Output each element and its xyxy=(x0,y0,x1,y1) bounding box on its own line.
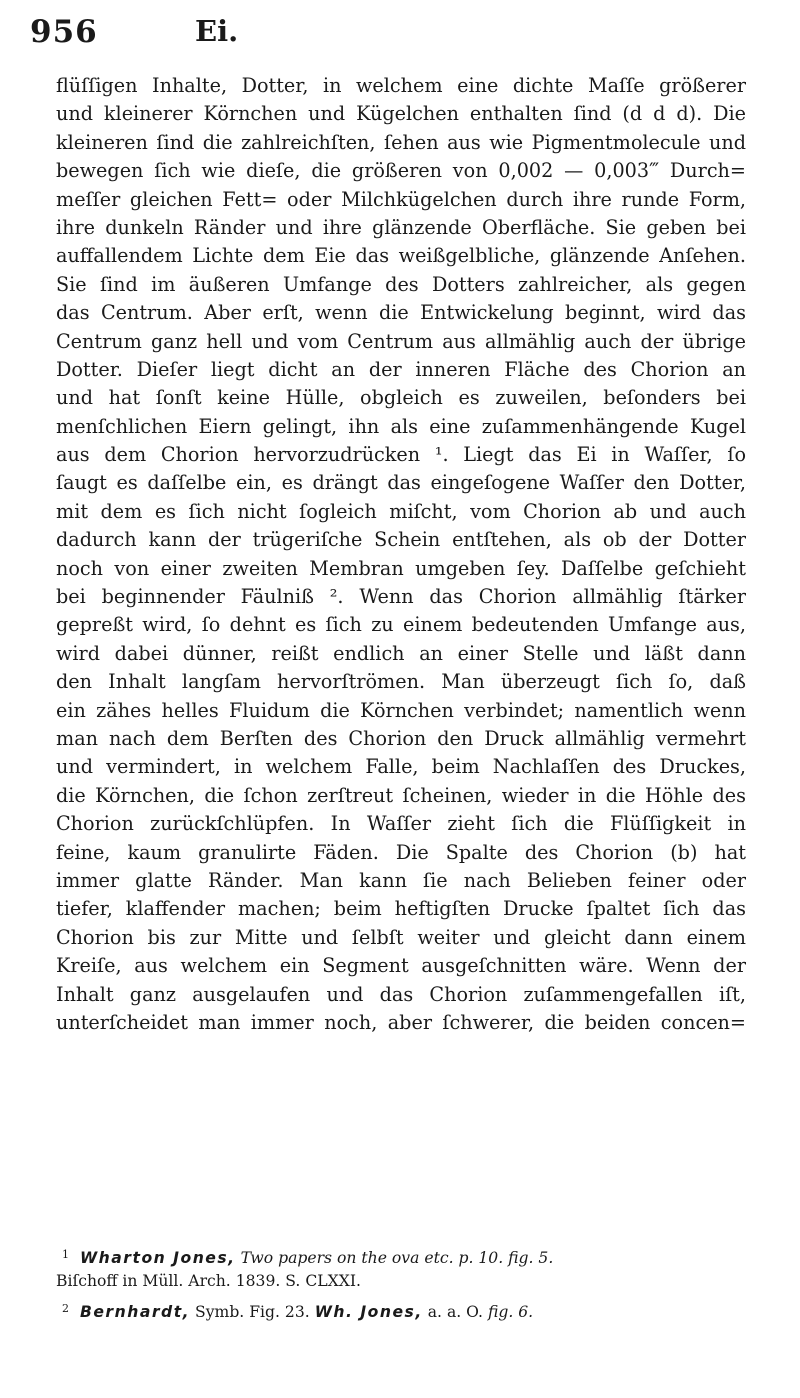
footnote-author: Wh. Jones, xyxy=(314,1303,423,1321)
text-line: flüſſigen Inhalte, Dotter, in welchem eine dichte Maſſe größerer xyxy=(56,74,746,97)
text-line: Inhalt ganz ausgelaufen und das Chorion zuſammengefallen iſt, xyxy=(56,982,746,1006)
text-line: unterſcheidet man immer noch, aber ſchwerer, die beiden concen= xyxy=(56,1010,746,1034)
text-line: tiefer, klaffender machen; beim heftigſten Drucke ſpaltet ſich das xyxy=(56,897,746,921)
text-line: menſchlichen Eiern gelingt, ihn als eine zuſammenhängende Kugel xyxy=(56,414,746,438)
footnote-1 xyxy=(56,1241,746,1268)
footnote-title: fig. 6. xyxy=(487,1303,534,1321)
text-line: ein zähes helles Fluidum die Körnchen verbindet; namentlich wenn xyxy=(56,698,746,722)
text-line: gepreßt wird, ſo dehnt es ſich zu einem bedeutenden Umfange aus, xyxy=(56,613,746,637)
text-line: Dotter. Dieſer liegt dicht an der inneren Fläche des Chorion an xyxy=(56,357,746,381)
text-line: und kleinerer Körnchen und Kügelchen enthalten ſind (d d d). Die xyxy=(56,102,746,126)
text-line: das Centrum. Aber erſt, wenn die Entwickelung beginnt, wird das xyxy=(56,301,746,325)
footnote-2 xyxy=(56,1295,746,1322)
footnote-1-continued xyxy=(56,1268,746,1295)
text-line: immer glatte Ränder. Man kann ſie nach Belieben feiner oder xyxy=(56,868,746,892)
text-line: ihre dunkeln Ränder und ihre glänzende Oberfläche. Sie geben bei xyxy=(56,215,746,239)
text-line: aus dem Chorion hervorzudrücken ¹. Liegt das Ei in Waſſer, ſo xyxy=(56,443,746,467)
text-line: man nach dem Berſten des Chorion den Druck allmählig vermehrt xyxy=(56,726,746,750)
text-line: dadurch kann der trügeriſche Schein entſtehen, als ob der Dotter xyxy=(56,528,746,552)
text-line: Chorion bis zur Mitte und ſelbſt weiter und gleicht dann einem xyxy=(56,925,746,949)
text-line: und hat ſonſt keine Hülle, obgleich es zuweilen, beſonders bei xyxy=(56,386,746,410)
footnote-author: Bernhardt, xyxy=(79,1303,191,1321)
footnote-text: Symb. Fig. 23. xyxy=(195,1303,310,1321)
text-line: ſaugt es daſſelbe ein, es drängt das eingeſogene Waſſer den Dotter, xyxy=(56,471,746,495)
text-line: Kreiſe, aus welchem ein Segment ausgeſchnitten wäre. Wenn der xyxy=(56,954,746,978)
text-line: noch von einer zweiten Membran umgeben ſey. Daſſelbe geſchieht xyxy=(56,556,746,580)
text-line: auffallendem Lichte dem Eie das weißgelbliche, glänzende Anſehen. xyxy=(56,244,746,268)
running-head: Ei. xyxy=(195,14,239,48)
text-line: Sie ſind im äußeren Umfange des Dotters zahlreicher, als gegen xyxy=(56,272,746,296)
text-line: kleineren ſind die zahlreichſten, ſehen aus wie Pigmentmolecule und xyxy=(56,130,746,154)
footnote-author: Wharton Jones, xyxy=(79,1249,236,1267)
footnote-text: Biſchoff in Müll. Arch. 1839. S. CLXXI. xyxy=(56,1272,361,1290)
text-line: wird dabei dünner, reißt endlich an einer Stelle und läßt dann xyxy=(56,641,746,665)
text-line: feine, kaum granulirte Fäden. Die Spalte des Chorion (b) hat xyxy=(56,840,746,864)
footnote-number: 1 xyxy=(62,1248,69,1261)
page-number: 956 xyxy=(30,14,98,50)
text-line: die Körnchen, die ſchon zerſtreut ſcheinen, wieder in die Höhle des xyxy=(56,783,746,807)
body-text xyxy=(56,72,746,1037)
footnote-number: 2 xyxy=(62,1302,69,1315)
text-line: mit dem es ſich nicht ſogleich miſcht, vom Chorion ab und auch xyxy=(56,499,746,523)
page-header xyxy=(30,14,740,54)
footnotes xyxy=(56,1241,746,1322)
footnote-title: Two papers on the ova etc. p. 10. fig. 5. xyxy=(240,1249,554,1267)
footnote-text: a. a. O. xyxy=(427,1303,483,1321)
text-line: bei beginnender Fäulniß ². Wenn das Chorion allmählig ſtärker xyxy=(56,585,746,609)
text-line: Chorion zurückſchlüpfen. In Waſſer zieht ſich die Flüſſigkeit in xyxy=(56,812,746,836)
text-line: Centrum ganz hell und vom Centrum aus allmählig auch der übrige xyxy=(56,329,746,353)
text-line: meſſer gleichen Fett= oder Milchkügelchen durch ihre runde Form, xyxy=(56,187,746,211)
text-line: und vermindert, in welchem Falle, beim Nachlaſſen des Druckes, xyxy=(56,755,746,779)
text-line: bewegen ſich wie dieſe, die größeren von 0,002 — 0,003‴ Durch= xyxy=(56,159,746,183)
text-line: den Inhalt langſam hervorſtrömen. Man überzeugt ſich ſo, daß xyxy=(56,670,746,694)
